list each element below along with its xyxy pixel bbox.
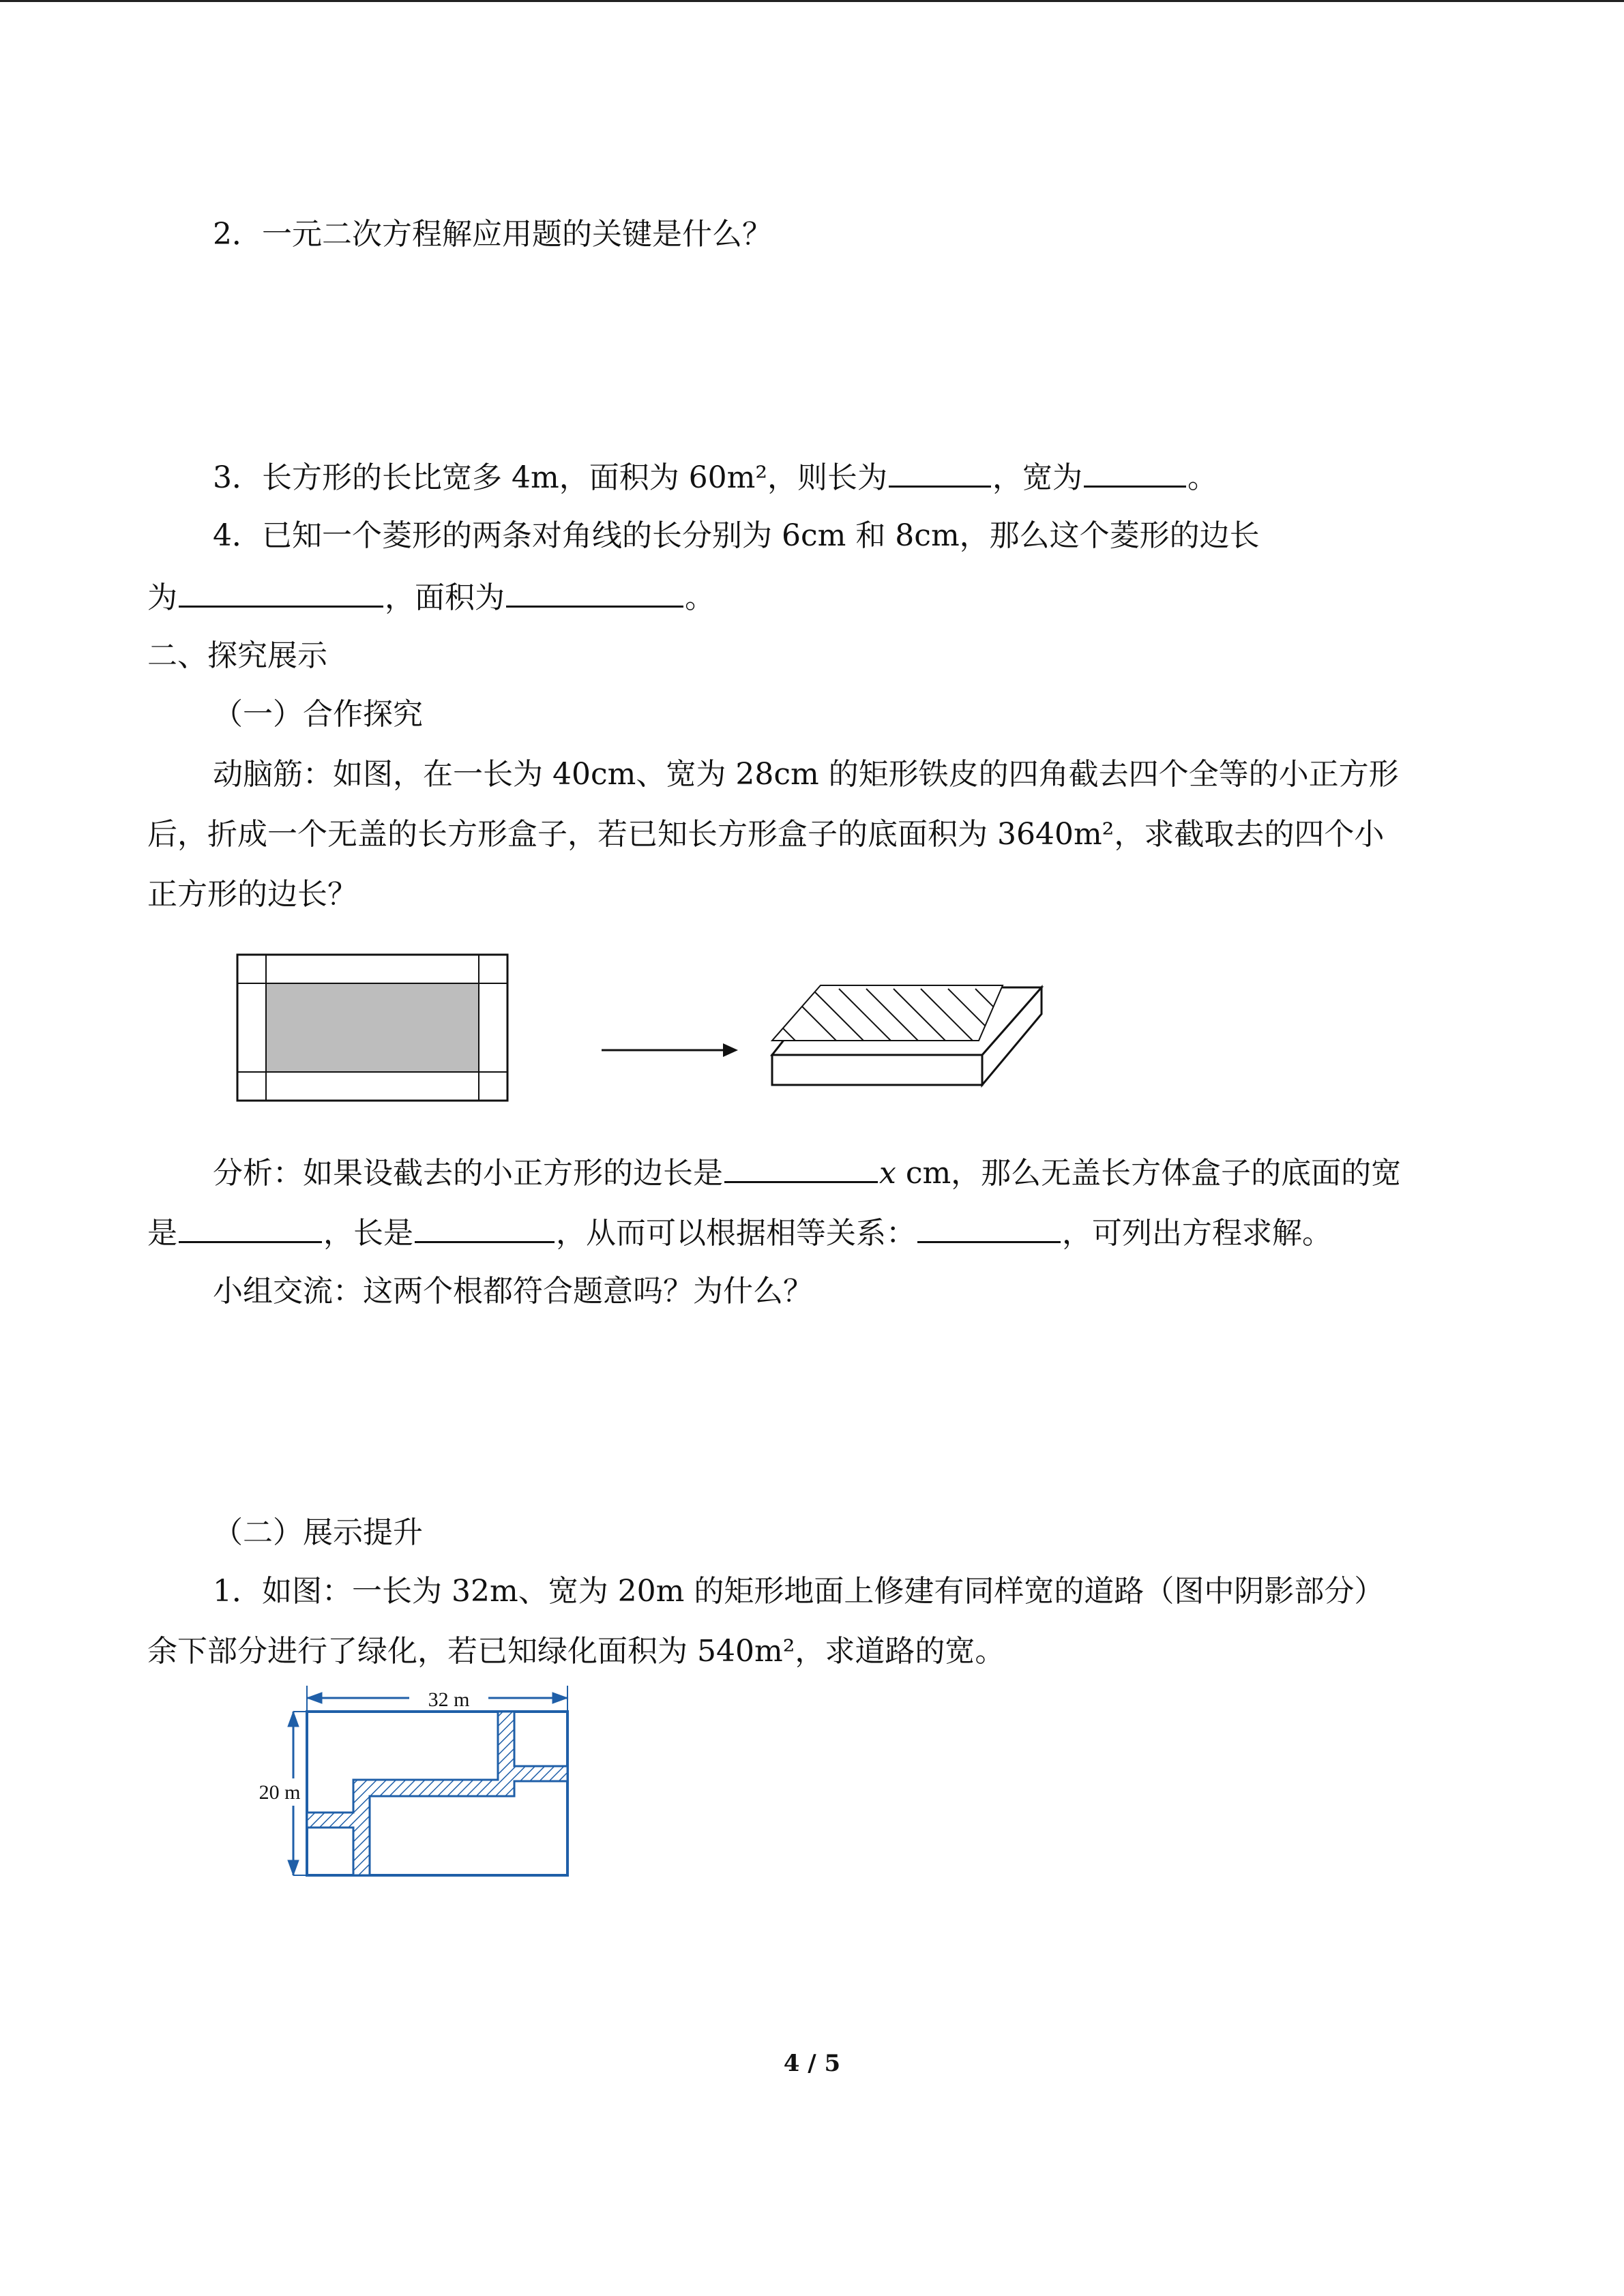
q3-text-middle: ，宽为 [992,460,1083,495]
box-length-blank[interactable] [415,1211,555,1243]
q4-text-start: 为 [147,580,177,615]
page-number: 4 / 5 [783,2050,841,2077]
road-figure [246,1679,587,1883]
group-discussion: 小组交流：这两个根都符合题意吗？为什么？ [213,1274,813,1309]
question-4-line1: 4．已知一个菱形的两条对角线的长分别为 6cm 和 8cm，那么这个菱形的边长 [213,518,1260,553]
q3-text-before: 3．长方形的长比宽多 4m，面积为 60m²，则长为 [213,460,888,495]
analysis-line2 [147,1211,1332,1254]
problem-1-line1: 1．如图：一长为 32m、宽为 20m 的矩形地面上修建有同样宽的道路（图中阴影部分） [213,1574,1385,1609]
analysis-line2-end: ，可列出方程求解。 [1062,1216,1332,1251]
subsection-2-title: （二）展示提升 [213,1515,423,1550]
analysis-line2-a: ，长是 [323,1216,413,1251]
q4-text-end: 。 [685,580,715,615]
q4-area-blank[interactable] [506,576,683,608]
section-2-title: 二、探究展示 [147,638,327,673]
analysis-line1 [213,1151,1401,1194]
dongnaojin-line3: 正方形的边长？ [147,877,357,912]
equal-relation-blank[interactable] [917,1211,1061,1243]
analysis-text-rest: cm，那么无盖长方体盒子的底面的宽 [896,1156,1402,1191]
q3-text-end: 。 [1187,460,1218,495]
dongnaojin-line2: 后，折成一个无盖的长方形盒子，若已知长方形盒子的底面积为 3640m²，求截取去的四个小 [147,817,1385,852]
sheet-to-box-figure [225,941,1084,1118]
analysis-x-blank[interactable] [724,1151,878,1183]
question-4-line2 [147,576,715,618]
question-2: 2．一元二次方程解应用题的关键是什么？ [213,217,772,252]
top-border [0,0,1624,2]
subsection-1-title: （一）合作探究 [213,697,423,732]
analysis-text-start: 分析：如果设截去的小正方形的边长是 [213,1156,723,1191]
dongnaojin-line1: 动脑筋：如图，在一长为 40cm、宽为 28cm 的矩形铁皮的四角截去四个全等的小正方形 [213,757,1399,792]
iron-sheet-diagram [237,955,507,1101]
height-label: 20 m [259,1781,301,1804]
arrow-icon [602,1043,738,1057]
box-width-blank[interactable] [179,1211,322,1243]
analysis-line2-start: 是 [147,1216,177,1251]
analysis-line2-b: ，从而可以根据相等关系： [556,1216,916,1251]
q3-width-blank[interactable] [1084,456,1186,488]
q4-text-middle: ，面积为 [385,580,505,615]
width-label: 32 m [428,1688,470,1711]
variable-x: x [879,1156,896,1191]
problem-1-line2: 余下部分进行了绿化，若已知绿化面积为 540m²，求道路的宽。 [147,1634,1005,1669]
q4-side-blank[interactable] [179,576,383,608]
q3-length-blank[interactable] [889,456,991,488]
question-3 [213,456,1217,498]
open-box-diagram [771,985,1042,1085]
